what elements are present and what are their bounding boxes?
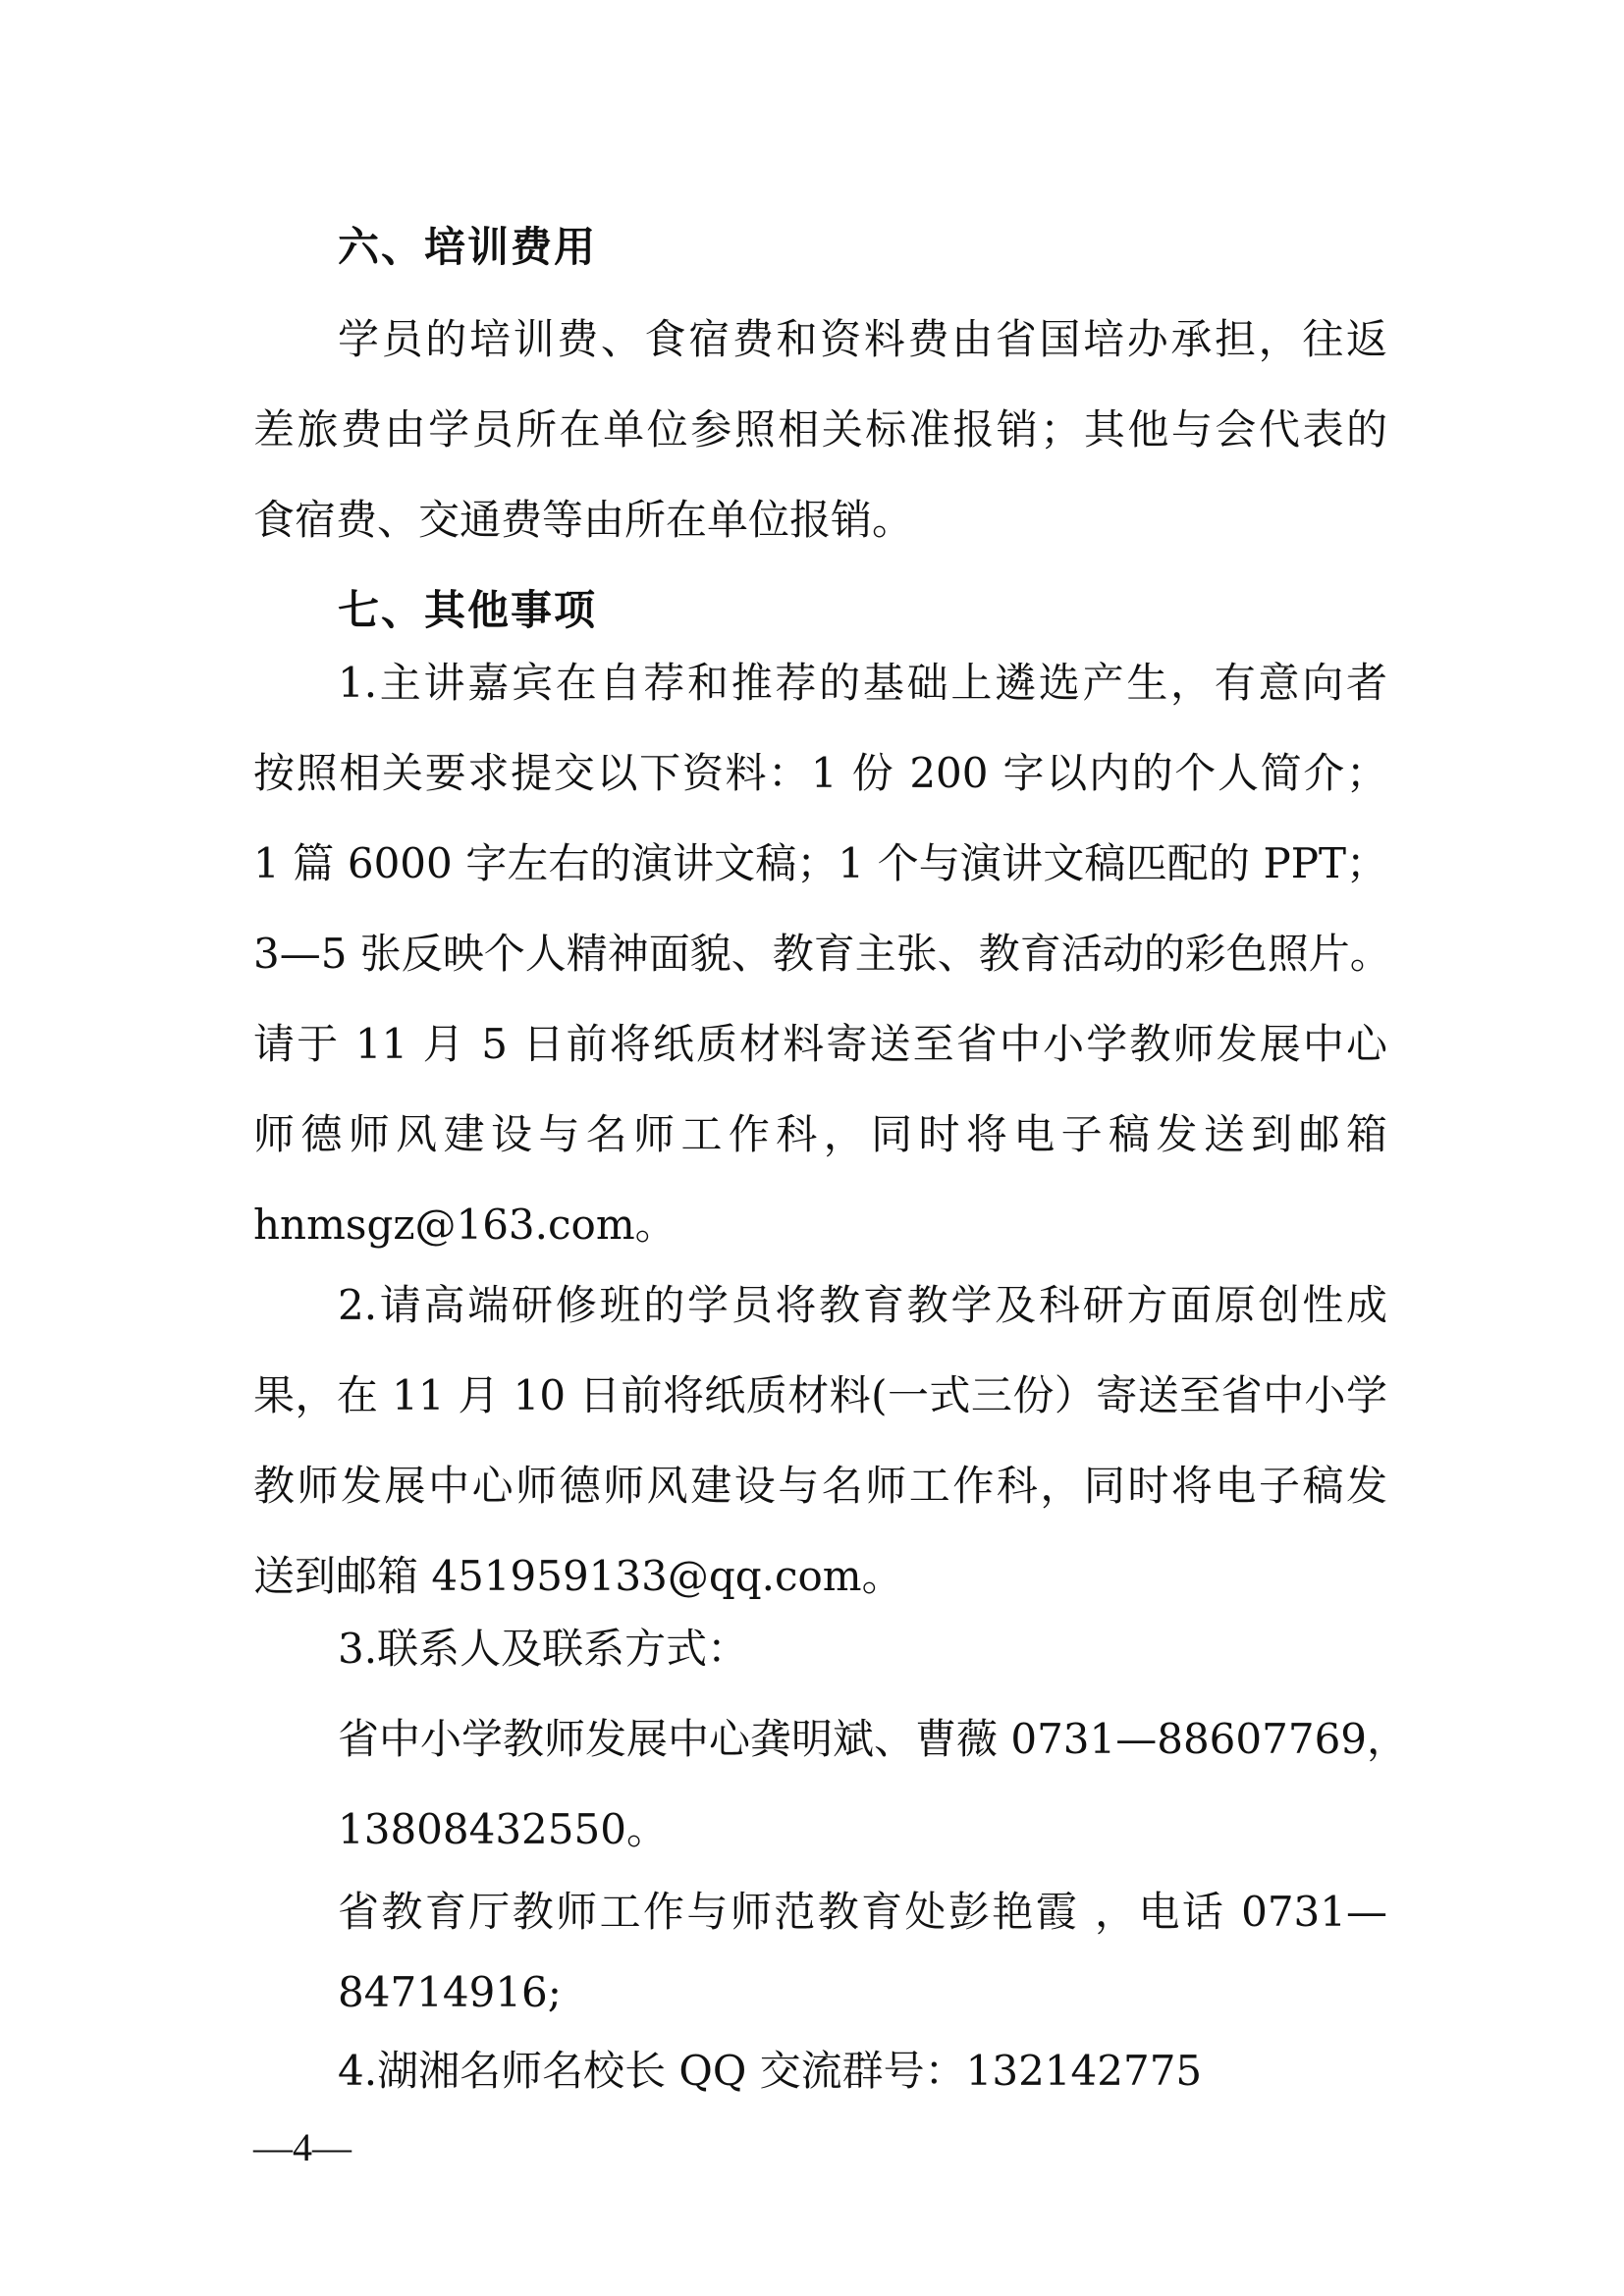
paragraph-line: 2.请高端研修班的学员将教育教学及科研方面原创性成 xyxy=(338,1281,1387,1329)
paragraph-line: 3—5 张反映个人精神面貌、教育主张、教育活动的彩色照片。 xyxy=(253,930,1391,978)
contact-heading: 3.联系人及联系方式： xyxy=(338,1625,749,1673)
paragraph-line: 学员的培训费、食宿费和资料费由省国培办承担，往返 xyxy=(338,315,1387,363)
paragraph-line: 1 篇 6000 字左右的演讲文稿；1 个与演讲文稿匹配的 PPT； xyxy=(253,839,1387,887)
contact-line: 省中小学教师发展中心龚明斌、曹薇 0731—88607769， xyxy=(338,1715,1409,1763)
paragraph-line: 请于 11 月 5 日前将纸质材料寄送至省中小学教师发展中心 xyxy=(253,1020,1387,1068)
email-address: hnmsgz@163.com。 xyxy=(253,1201,677,1249)
paragraph-line: 教师发展中心师德师风建设与名师工作科，同时将电子稿发 xyxy=(253,1462,1387,1510)
contact-line: 13808432550。 xyxy=(338,1805,668,1853)
paragraph-line: 差旅费由学员所在单位参照相关标准报销；其他与会代表的 xyxy=(253,405,1387,454)
paragraph-line: 食宿费、交通费等由所在单位报销。 xyxy=(253,496,914,544)
paragraph-line: 送到邮箱 451959133@qq.com。 xyxy=(253,1552,903,1600)
paragraph-line: 师德师风建设与名师工作科，同时将电子稿发送到邮箱 xyxy=(253,1110,1387,1158)
paragraph-line: 1.主讲嘉宾在自荐和推荐的基础上遴选产生，有意向者 xyxy=(338,659,1387,707)
page-number: —4— xyxy=(253,2125,352,2169)
section-heading-fees: 六、培训费用 xyxy=(338,223,598,271)
qq-group-line: 4.湖湘名师名校长 QQ 交流群号：132142775 xyxy=(338,2047,1203,2095)
contact-line: 84714916; xyxy=(338,1968,562,2016)
paragraph-line: 按照相关要求提交以下资料：1 份 200 字以内的个人简介； xyxy=(253,749,1387,797)
section-heading-other: 七、其他事项 xyxy=(338,586,598,634)
contact-line: 省教育厅教师工作与师范教育处彭艳霞 ，电话 0731— xyxy=(338,1888,1387,1936)
paragraph-line: 果，在 11 月 10 日前将纸质材料(一式三份）寄送至省中小学 xyxy=(253,1371,1387,1419)
